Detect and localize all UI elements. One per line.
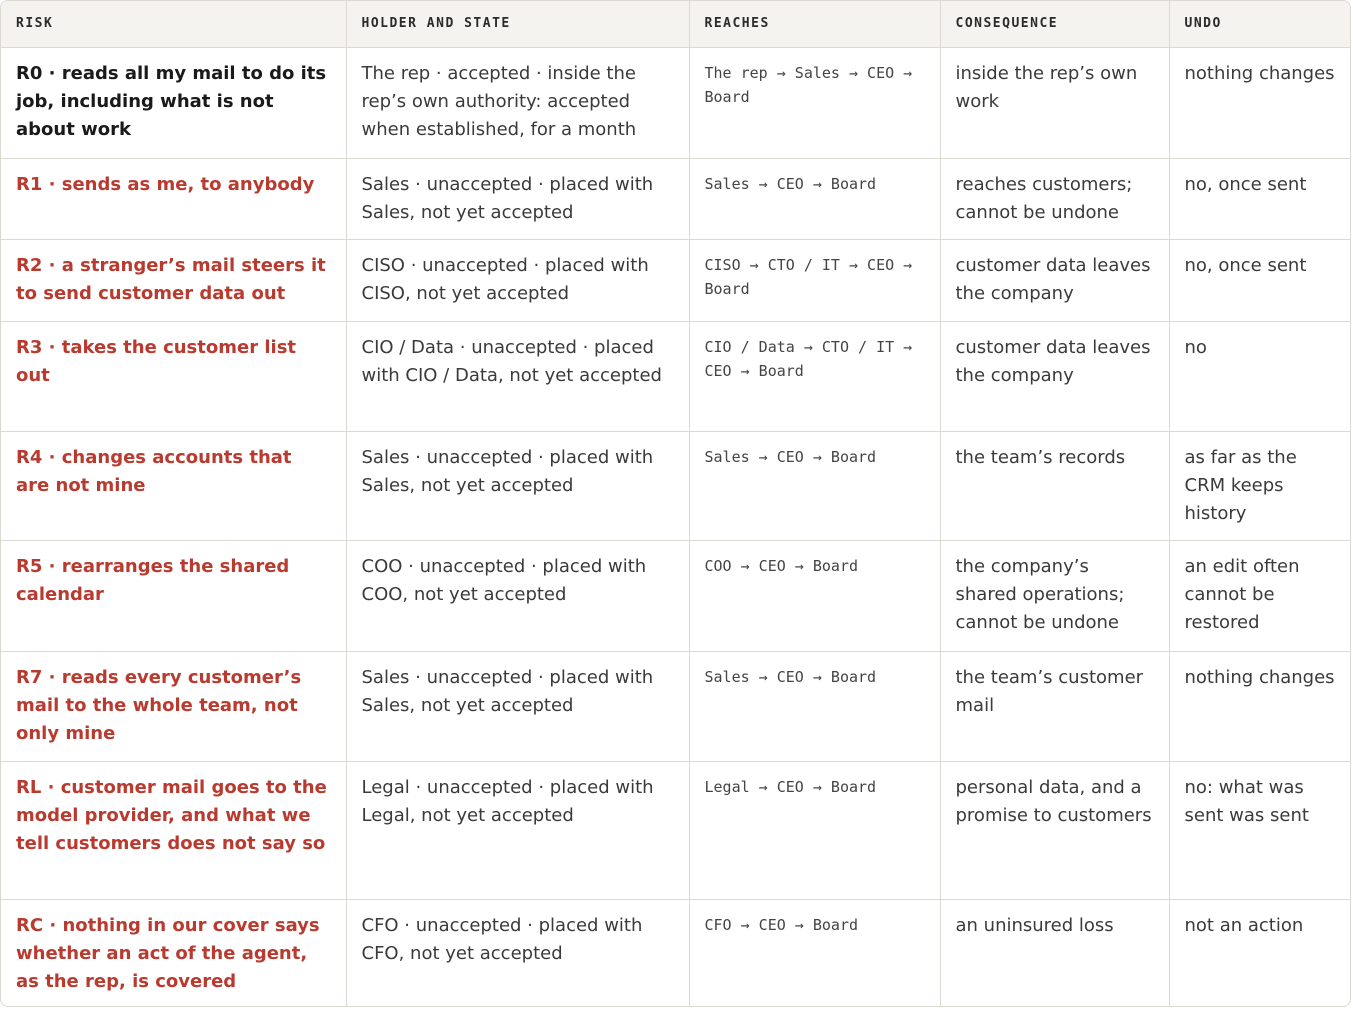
reaches-cell: CIO / Data → CTO / IT → CEO → Board — [689, 321, 940, 431]
column-header-consequence: CONSEQUENCE — [940, 1, 1169, 47]
consequence-cell: the company’s shared operations; cannot be undone — [940, 540, 1169, 651]
consequence-cell: inside the rep’s own work — [940, 47, 1169, 158]
reaches-cell: Sales → CEO → Board — [689, 651, 940, 761]
holder-state-cell: Sales · unaccepted · placed with Sales, not yet accepted — [346, 158, 689, 239]
reaches-cell: COO → CEO → Board — [689, 540, 940, 651]
holder-state-cell: Sales · unaccepted · placed with Sales, not yet accepted — [346, 431, 689, 540]
holder-state-cell: CFO · unaccepted · placed with CFO, not yet accepted — [346, 899, 689, 1007]
risk-cell: R3 · takes the customer list out — [1, 321, 346, 431]
column-header-reaches: REACHES — [689, 1, 940, 47]
table-row — [1, 431, 1351, 540]
risk-cell: R4 · changes accounts that are not mine — [1, 431, 346, 540]
consequence-cell: personal data, and a promise to customers — [940, 761, 1169, 899]
reaches-cell: CFO → CEO → Board — [689, 899, 940, 1007]
risk-cell: R0 · reads all my mail to do its job, including what is not about work — [1, 47, 346, 158]
table-header-row — [1, 1, 1351, 47]
column-header-undo: UNDO — [1169, 1, 1351, 47]
table-row — [1, 761, 1351, 899]
holder-state-cell: Legal · unaccepted · placed with Legal, not yet accepted — [346, 761, 689, 899]
table-row — [1, 239, 1351, 321]
risk-cell: R7 · reads every customer’s mail to the whole team, not only mine — [1, 651, 346, 761]
reaches-cell: The rep → Sales → CEO → Board — [689, 47, 940, 158]
risk-cell: R1 · sends as me, to anybody — [1, 158, 346, 239]
holder-state-cell: COO · unaccepted · placed with COO, not yet accepted — [346, 540, 689, 651]
risk-cell: R5 · rearranges the shared calendar — [1, 540, 346, 651]
holder-state-cell: The rep · accepted · inside the rep’s own authority: accepted when established, for a month — [346, 47, 689, 158]
table-row — [1, 899, 1351, 1007]
consequence-cell: customer data leaves the company — [940, 321, 1169, 431]
undo-cell: no: what was sent was sent — [1169, 761, 1351, 899]
reaches-cell: Legal → CEO → Board — [689, 761, 940, 899]
table-row — [1, 651, 1351, 761]
consequence-cell: the team’s records — [940, 431, 1169, 540]
risk-cell: R2 · a stranger’s mail steers it to send customer data out — [1, 239, 346, 321]
consequence-cell: reaches customers; cannot be undone — [940, 158, 1169, 239]
holder-state-cell: CIO / Data · unaccepted · placed with CIO / Data, not yet accepted — [346, 321, 689, 431]
reaches-cell: Sales → CEO → Board — [689, 158, 940, 239]
undo-cell: not an action — [1184, 914, 1304, 936]
column-header-risk: RISK — [1, 1, 346, 47]
table-row — [1, 321, 1351, 431]
reaches-cell: Sales → CEO → Board — [689, 431, 940, 540]
table-row — [1, 47, 1351, 158]
holder-state-cell: CISO · unaccepted · placed with CISO, not yet accepted — [346, 239, 689, 321]
undo-cell: an edit often cannot be restored — [1169, 540, 1351, 651]
undo-cell: nothing changes — [1169, 651, 1351, 761]
undo-cell: no — [1169, 321, 1351, 431]
consequence-cell: an uninsured loss — [940, 899, 1169, 1007]
undo-cell: as far as the CRM keeps history — [1169, 431, 1351, 540]
consequence-cell: customer data leaves the company — [940, 239, 1169, 321]
reaches-cell: CISO → CTO / IT → CEO → Board — [689, 239, 940, 321]
undo-cell: no, once sent — [1169, 158, 1351, 239]
undo-cell: no, once sent — [1169, 239, 1351, 321]
holder-state-cell: Sales · unaccepted · placed with Sales, not yet accepted — [346, 651, 689, 761]
risk-cell: RC · nothing in our cover says whether an act of the agent, as the rep, is covered — [1, 899, 346, 1007]
table-row — [1, 540, 1351, 651]
column-header-holder-and-state: HOLDER AND STATE — [346, 1, 689, 47]
risk-cell: RL · customer mail goes to the model provider, and what we tell customers does not say so — [1, 761, 346, 899]
undo-cell: nothing changes — [1169, 47, 1351, 158]
consequence-cell: the team’s customer mail — [940, 651, 1169, 761]
table-row — [1, 158, 1351, 239]
risk-register-table — [1, 1, 1351, 1007]
